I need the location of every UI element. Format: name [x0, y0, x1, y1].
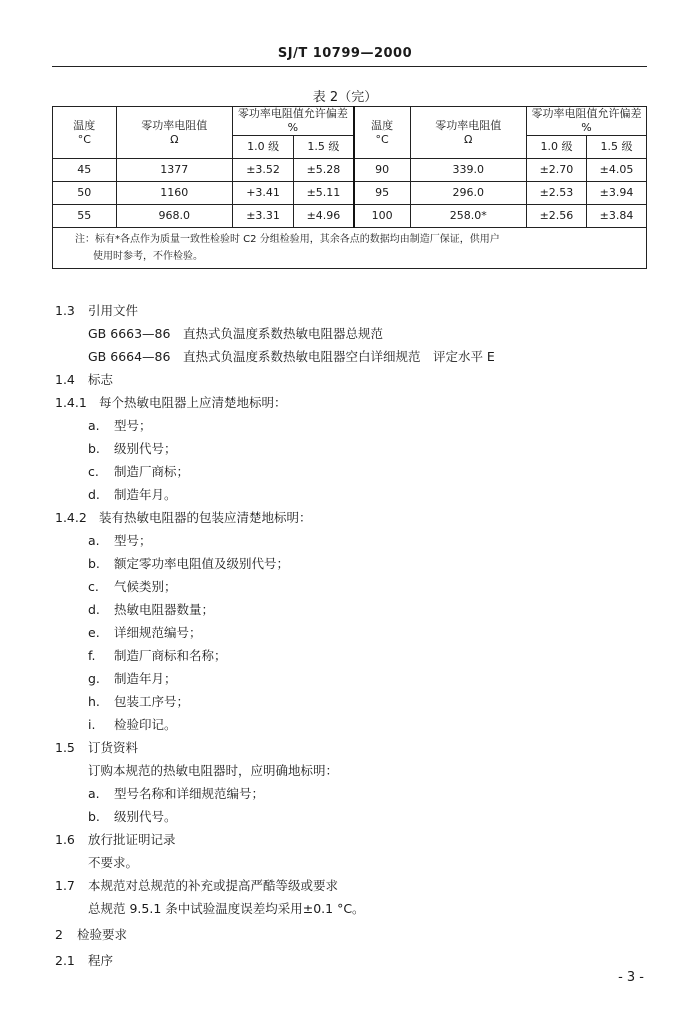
list-item: f. 制造厂商标和名称；: [88, 648, 227, 663]
cell: 968.0: [116, 205, 232, 228]
section-heading: 1.3 引用文件: [55, 303, 139, 318]
cell: ±2.56: [526, 205, 586, 228]
list-item: a. 型号；: [88, 418, 152, 433]
cell: 55: [53, 205, 117, 228]
table-title: 表 2（完）: [312, 90, 378, 105]
cell: ±4.05: [586, 159, 646, 182]
cell: ±3.52: [232, 159, 293, 182]
header-temperature: 温度 °C: [53, 107, 117, 159]
resistance-table: [52, 106, 647, 269]
cell: ±5.11: [294, 182, 354, 205]
list-item: d. 热敏电阻器数量；: [88, 602, 215, 617]
list-item: c. 气候类别；: [88, 579, 177, 594]
cell: ±3.94: [586, 182, 646, 205]
cell: 258.0*: [410, 205, 526, 228]
section-heading: 1.6 放行批证明记录: [55, 832, 176, 847]
table-row: [53, 205, 647, 228]
cell: ±2.70: [526, 159, 586, 182]
cell: 339.0: [410, 159, 526, 182]
paragraph: 订购本规范的热敏电阻器时，应明确地标明：: [88, 763, 339, 778]
section-heading: 1.5 订货资料: [55, 740, 139, 755]
paragraph: 总规范 9.5.1 条中试验温度误差均采用±0.1 °C。: [88, 901, 365, 916]
header-temperature-2: 温度 °C: [354, 107, 410, 159]
table-row: [53, 159, 647, 182]
header-grade-2-b: 1.5 级: [586, 136, 646, 159]
header-resistance-2: 零功率电阻值 Ω: [410, 107, 526, 159]
list-item: b. 额定零功率电阻值及级别代号；: [88, 556, 290, 571]
chapter-heading: 2 检验要求: [55, 927, 128, 942]
section-heading: 1.4 标志: [55, 372, 114, 387]
table-row: [53, 182, 647, 205]
cell: 50: [53, 182, 117, 205]
document-code: SJ/T 10799—2000: [277, 46, 413, 61]
cell: ±3.84: [586, 205, 646, 228]
cell: 100: [354, 205, 410, 228]
cell: 45: [53, 159, 117, 182]
list-item: h. 包装工序号；: [88, 694, 190, 709]
list-item: a. 型号名称和详细规范编号；: [88, 786, 265, 801]
cell: 296.0: [410, 182, 526, 205]
header-grade-1: 1.0 级: [232, 136, 293, 159]
paragraph: 不要求。: [88, 855, 139, 870]
header-resistance: 零功率电阻值 Ω: [116, 107, 232, 159]
cell: ±3.31: [232, 205, 293, 228]
header-grade-2: 1.5 级: [294, 136, 354, 159]
list-item: e. 详细规范编号；: [88, 625, 202, 640]
header-deviation: 零功率电阻值允许偏差 %: [232, 107, 353, 136]
list-item: c. 制造厂商标；: [88, 464, 190, 479]
cell: 1160: [116, 182, 232, 205]
header-rule: [52, 66, 647, 67]
list-item: g. 制造年月；: [88, 671, 177, 686]
section-heading: 1.7 本规范对总规范的补充或提高严酷等级或要求: [55, 878, 339, 893]
cell: ±2.53: [526, 182, 586, 205]
cell: 95: [354, 182, 410, 205]
cell: ±5.28: [294, 159, 354, 182]
page-number: - 3 -: [618, 970, 644, 985]
list-item: i. 检验印记。: [88, 717, 177, 732]
table-note: 注：标有*各点作为质量一致性检验时 C2 分组检验用，其余各点的数据均由制造厂保证，供用户 使用时参考，不作检验。: [53, 228, 647, 269]
subsection-heading: 1.4.1 每个热敏电阻器上应清楚地标明：: [55, 395, 287, 410]
list-item: a. 型号；: [88, 533, 152, 548]
list-item: b. 级别代号。: [88, 809, 177, 824]
header-grade-1-b: 1.0 级: [526, 136, 586, 159]
subsection-heading: 1.4.2 装有热敏电阻器的包装应清楚地标明：: [55, 510, 312, 525]
cell: ±4.96: [294, 205, 354, 228]
cell: 1377: [116, 159, 232, 182]
list-item: d. 制造年月。: [88, 487, 177, 502]
section-heading: 2.1 程序: [55, 953, 114, 968]
header-deviation-2: 零功率电阻值允许偏差 %: [526, 107, 646, 136]
reference-line: GB 6663—86 直热式负温度系数热敏电阻器总规范: [88, 326, 383, 341]
cell: 90: [354, 159, 410, 182]
cell: +3.41: [232, 182, 293, 205]
reference-line: GB 6664—86 直热式负温度系数热敏电阻器空白详细规范 评定水平 E: [88, 349, 495, 364]
list-item: b. 级别代号；: [88, 441, 177, 456]
